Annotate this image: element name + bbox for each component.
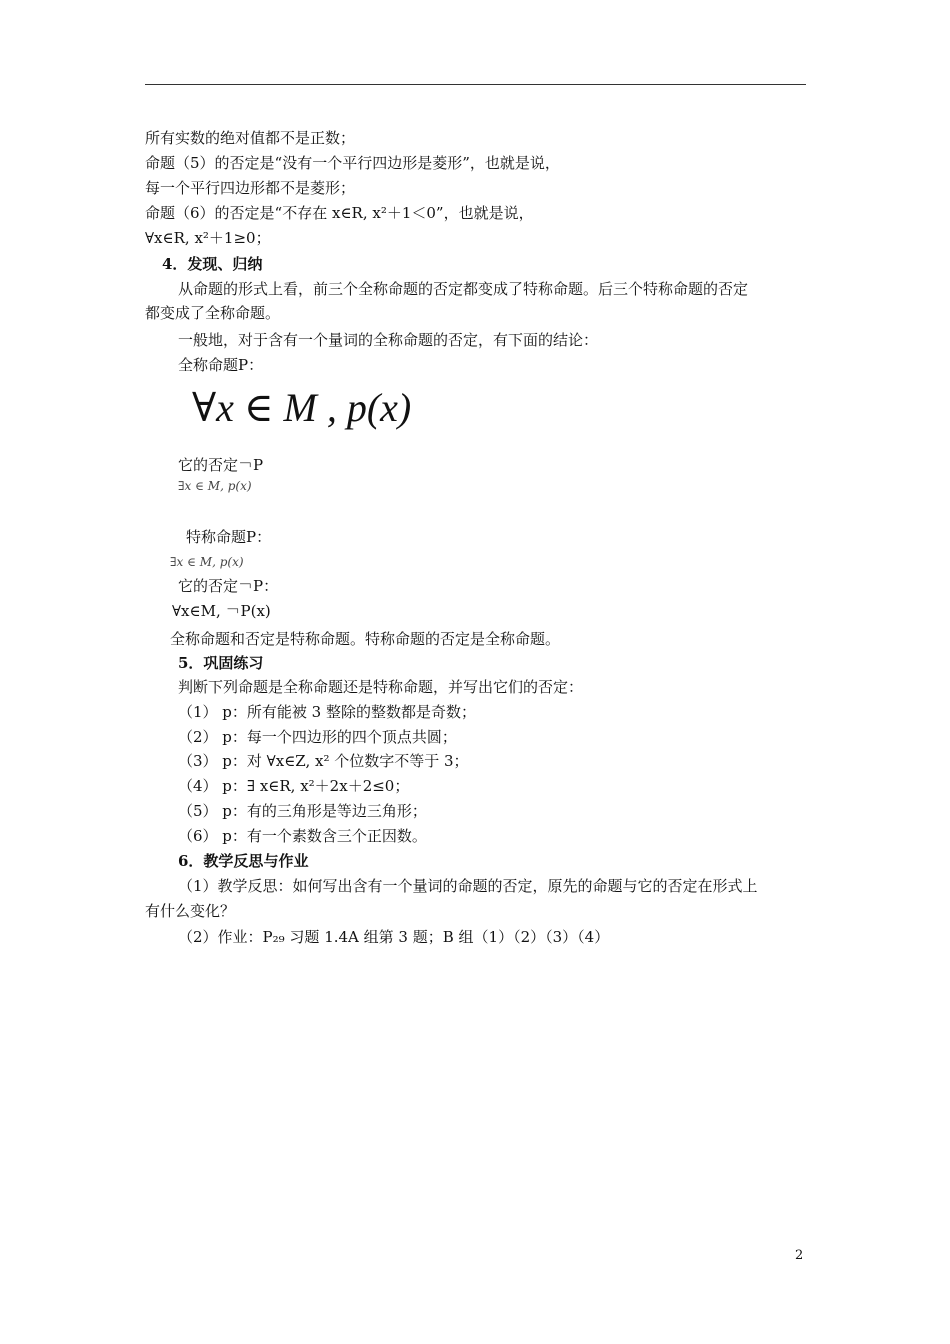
negation-label: 它的否定￢P bbox=[178, 456, 264, 474]
reflection-line: （1）教学反思：如何写出含有一个量词的命题的否定，原先的命题与它的否定在形式上 bbox=[178, 877, 758, 895]
page-number: 2 bbox=[795, 1248, 804, 1263]
universal-label: 全称命题P： bbox=[178, 356, 264, 374]
exercise-item: （6） p：有一个素数含三个正因数。 bbox=[178, 827, 427, 845]
formula-negation: ∃x ∈ M, p(x) bbox=[178, 479, 252, 493]
text-line: 命题（6）的否定是“不存在 x∈R, x²＋1＜0”，也就是说， bbox=[145, 204, 534, 222]
paragraph-line: 从命题的形式上看，前三个全称命题的否定都变成了特称命题。后三个特称命题的否定 bbox=[178, 280, 749, 298]
conclusion-line: 全称命题和否定是特称命题。特称命题的否定是全称命题。 bbox=[170, 630, 561, 648]
text-line: 每一个平行四边形都不是菱形； bbox=[145, 179, 356, 197]
exercise-intro: 判断下列命题是全称命题还是特称命题，并写出它们的否定： bbox=[178, 678, 584, 696]
formula-existential: ∃x ∈ M, p(x) bbox=[170, 555, 244, 569]
exercise-item: （1） p：所有能被 3 整除的整数都是奇数； bbox=[178, 703, 476, 721]
existential-label: 特称命题P： bbox=[186, 528, 272, 546]
negation-label: 它的否定￢P： bbox=[178, 577, 279, 595]
text-line: 命题（5）的否定是“没有一个平行四边形是菱形”，也就是说， bbox=[145, 154, 560, 172]
exercise-item: （2） p：每一个四边形的四个顶点共圆； bbox=[178, 728, 457, 746]
reflection-line: 有什么变化？ bbox=[145, 902, 236, 920]
section-heading-6: 6．教学反思与作业 bbox=[178, 852, 309, 870]
text-line: 所有实数的绝对值都不是正数； bbox=[145, 129, 356, 147]
formula-negation-universal: ∀x∈M, ￢P(x) bbox=[172, 602, 271, 620]
paragraph-line: 都变成了全称命题。 bbox=[145, 304, 281, 322]
text-line: ∀x∈R, x²＋1≥0； bbox=[145, 229, 271, 247]
homework-line: （2）作业：P₂₉ 习题 1.4A 组第 3 题；B 组（1）（2）（3）（4） bbox=[178, 928, 610, 946]
header-rule bbox=[145, 84, 806, 85]
section-heading-5: 5．巩固练习 bbox=[178, 654, 264, 672]
paragraph-line: 一般地，对于含有一个量词的全称命题的否定，有下面的结论： bbox=[178, 331, 599, 349]
exercise-item: （5） p：有的三角形是等边三角形； bbox=[178, 802, 427, 820]
section-heading-4: 4．发现、归纳 bbox=[162, 255, 263, 273]
exercise-item: （3） p：对 ∀x∈Z, x² 个位数字不等于 3； bbox=[178, 752, 469, 770]
formula-universal: ∀x ∈ M , p(x) bbox=[192, 385, 412, 430]
exercise-item: （4） p：∃ x∈R, x²＋2x＋2≤0； bbox=[178, 777, 410, 795]
